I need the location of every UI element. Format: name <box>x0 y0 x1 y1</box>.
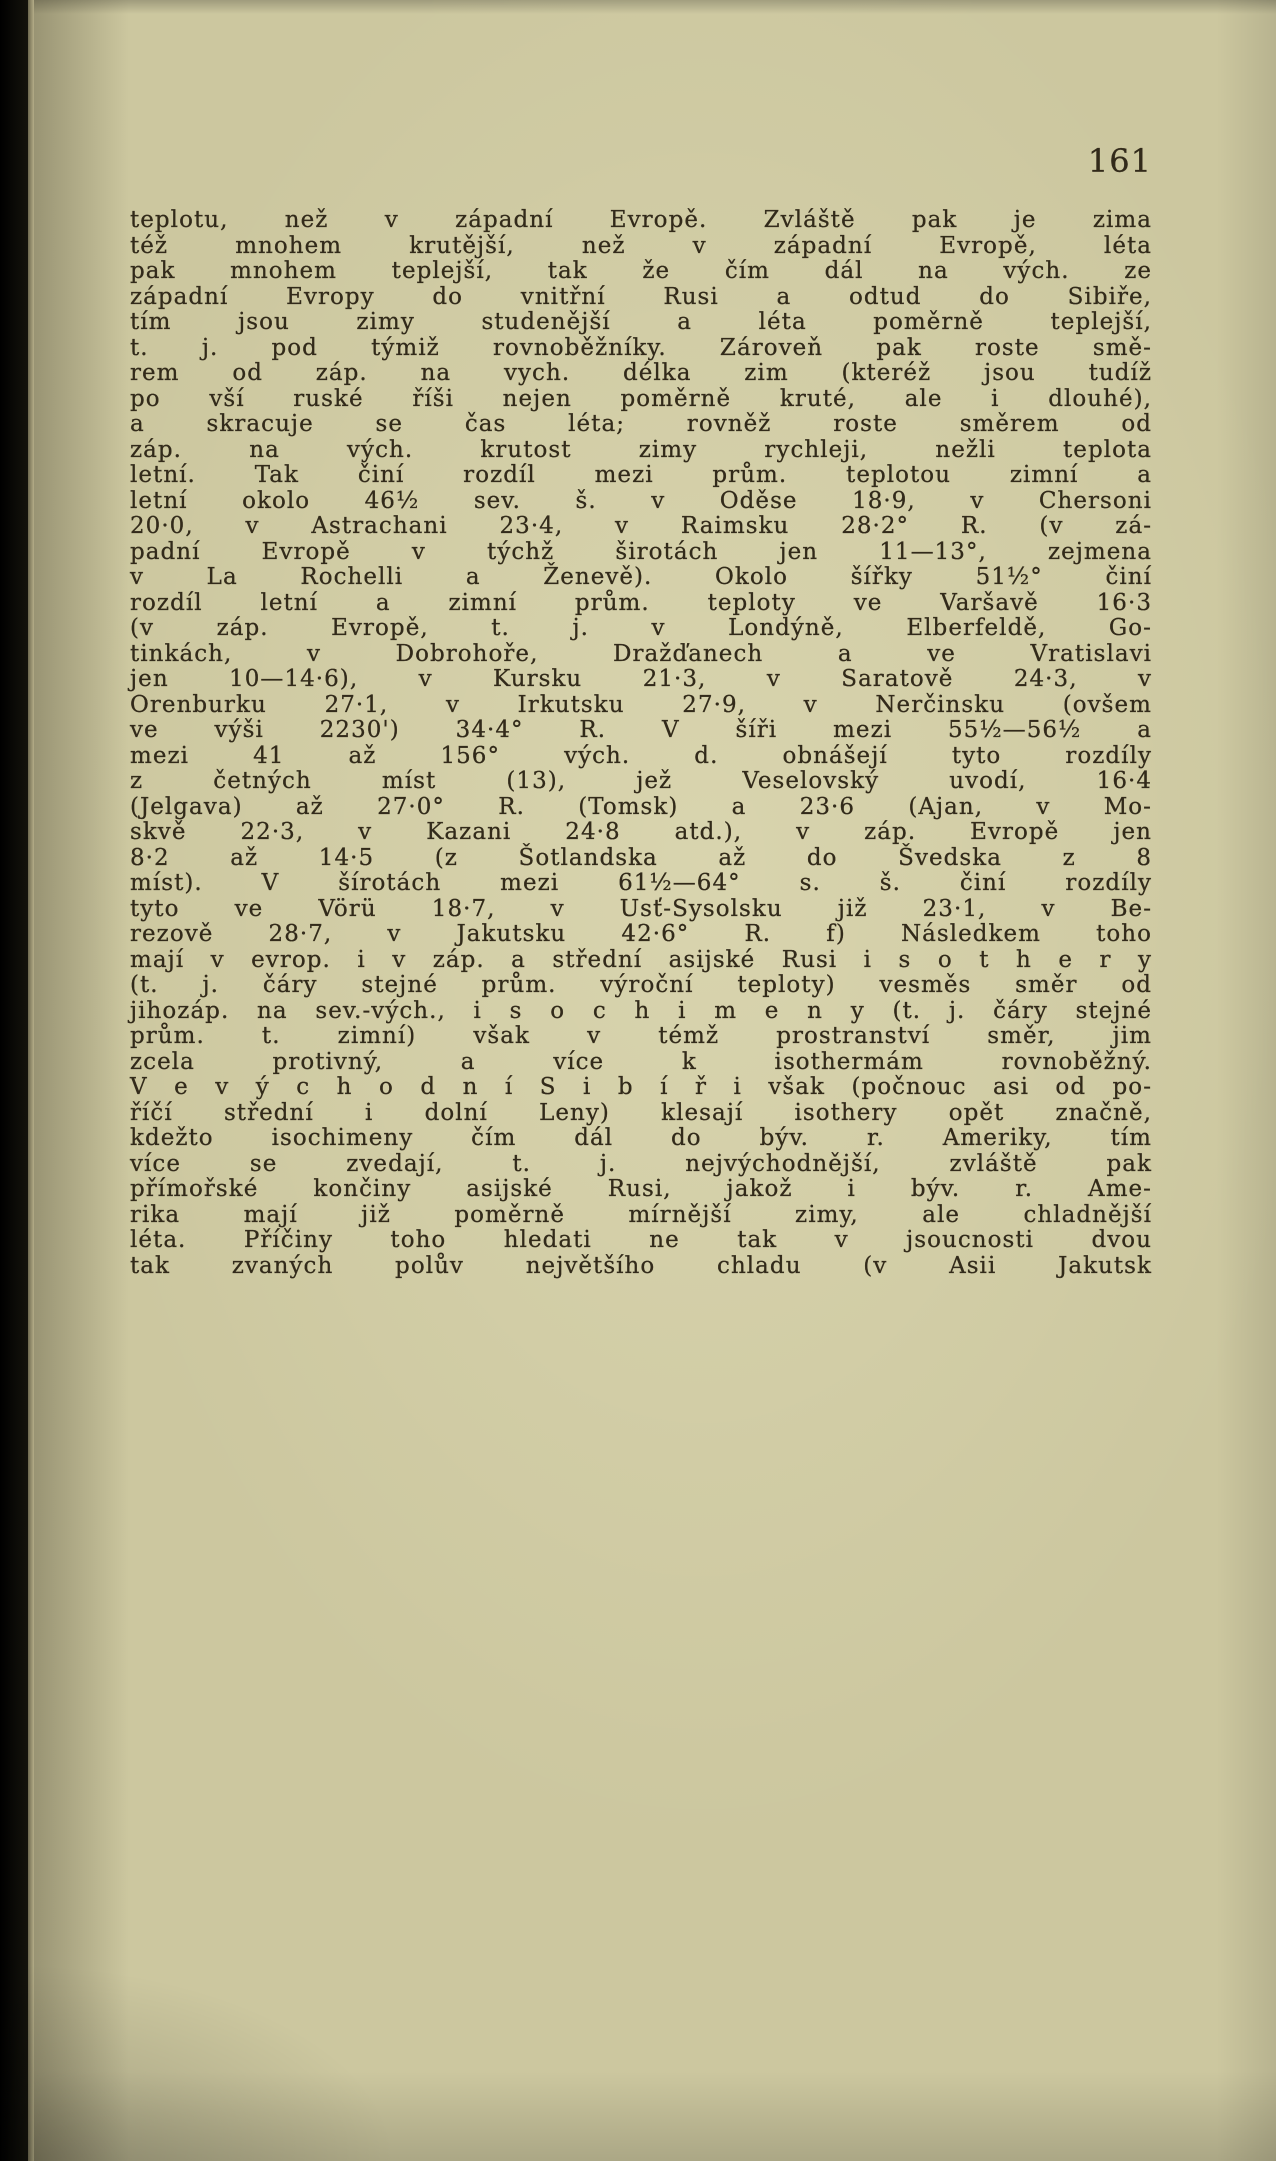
gutter-shadow <box>34 0 129 2161</box>
text-line: rem od záp. na vych. délka zim (kteréž jsou tudíž <box>130 360 1152 386</box>
text-line: po vší ruské říši nejen poměrně kruté, ale i dlouhé), <box>130 385 1152 412</box>
book-spine-shadow <box>0 0 28 2161</box>
text-line: jen 10—14·6), v Kursku 21·3, v Saratově 24·3, v <box>130 666 1152 692</box>
text-line: skvě 22·3, v Kazani 24·8 atd.), v záp. Evropě jen <box>130 819 1152 845</box>
text-line: rezově 28·7, v Jakutsku 42·6° R. f) Následkem toho <box>130 921 1152 947</box>
text-line: míst). V šírotách mezi 61½—64° s. š. činí rozdíly <box>130 870 1152 896</box>
bottom-corner-shadow <box>0 1961 400 2161</box>
text-line: tím jsou zimy studenější a léta poměrně teplejší, <box>130 309 1152 335</box>
text-line: více se zvedají, t. j. nejvýchodnější, zvláště pak <box>130 1150 1152 1177</box>
text-line: západní Evropy do vnitřní Rusi a odtud do Sibiře, <box>130 283 1152 310</box>
text-line: mezi 41 až 156° vých. d. obnášejí tyto rozdíly <box>130 742 1152 769</box>
text-line: a skracuje se čas léta; rovněž roste směrem od <box>130 411 1152 437</box>
text-line: kdežto isochimeny čím dál do býv. r. Ameriky, tím <box>130 1125 1152 1151</box>
text-line: tinkách, v Dobrohoře, Dražďanech a ve Vratislavi <box>130 640 1152 667</box>
text-line: přímořské končiny asijské Rusi, jakož i býv. r. Ame- <box>130 1176 1152 1202</box>
text-line: pak mnohem teplejší, tak že čím dál na vých. ze <box>130 258 1152 284</box>
text-line: tak zvaných polův největšího chladu (v Asii Jakutsk <box>130 1252 1152 1279</box>
text-line: teplotu, než v západní Evropě. Zvláště pak je zima <box>130 207 1152 233</box>
text-line: říčí střední i dolní Leny) klesají isothery opět značně, <box>130 1099 1152 1126</box>
text-line: 8·2 až 14·5 (z Šotlandska až do Švedska z 8 <box>130 844 1152 871</box>
text-line: Orenburku 27·1, v Irkutsku 27·9, v Nerčinsku (ovšem <box>130 691 1152 718</box>
page-number: 161 <box>1087 142 1152 180</box>
text-line: prům. t. zimní) však v témž prostranství směr, jim <box>130 1023 1152 1049</box>
text-line: tyto ve Vörü 18·7, v Usť-Sysolsku již 23·1, v Be- <box>130 895 1152 922</box>
text-line: záp. na vých. krutost zimy rychleji, nežli teplota <box>130 436 1152 463</box>
text-line: mají v evrop. i v záp. a střední asijské Rusi i s o t h e r y <box>130 946 1152 973</box>
text-line: (Jelgava) až 27·0° R. (Tomsk) a 23·6 (Ajan, v Mo- <box>130 793 1152 820</box>
text-block <box>130 208 1152 1279</box>
text-line: t. j. pod týmiž rovnoběžníky. Zároveň pak roste smě- <box>130 334 1152 361</box>
text-line: padní Evropě v týchž širotách jen 11—13°, zejmena <box>130 538 1152 565</box>
text-line: letní okolo 46½ sev. š. v Oděse 18·9, v Chersoni <box>130 487 1152 514</box>
text-line: (t. j. čáry stejné prům. výroční teploty) vesměs směr od <box>130 972 1152 998</box>
text-line: 20·0, v Astrachani 23·4, v Raimsku 28·2° R. (v zá- <box>130 513 1152 539</box>
text-line: z četných míst (13), jež Veselovský uvodí, 16·4 <box>130 768 1152 794</box>
text-line: letní. Tak činí rozdíl mezi prům. teplotou zimní a <box>130 462 1152 488</box>
text-line: zcela protivný, a více k isothermám rovnoběžný. <box>130 1048 1152 1075</box>
text-line: rika mají již poměrně mírnější zimy, ale chladnější <box>130 1201 1152 1228</box>
text-line: též mnohem krutější, než v západní Evropě, léta <box>130 232 1152 259</box>
text-line: léta. Příčiny toho hledati ne tak v jsoucnosti dvou <box>130 1227 1152 1253</box>
text-line: v La Rochelli a Ženevě). Okolo šířky 51½° činí <box>130 564 1152 590</box>
text-line: rozdíl letní a zimní prům. teploty ve Varšavě 16·3 <box>130 589 1152 616</box>
text-line: ve výši 2230') 34·4° R. V šíři mezi 55½—56½ a <box>130 717 1152 743</box>
text-line: (v záp. Evropě, t. j. v Londýně, Elberfeldě, Go- <box>130 615 1152 641</box>
text-line: V e v ý c h o d n í S i b í ř i však (počnouc asi od po- <box>130 1074 1152 1100</box>
text-line: jihozáp. na sev.-vých., i s o c h i m e n y (t. j. čáry stejné <box>130 997 1152 1024</box>
page-content <box>130 142 1152 1279</box>
